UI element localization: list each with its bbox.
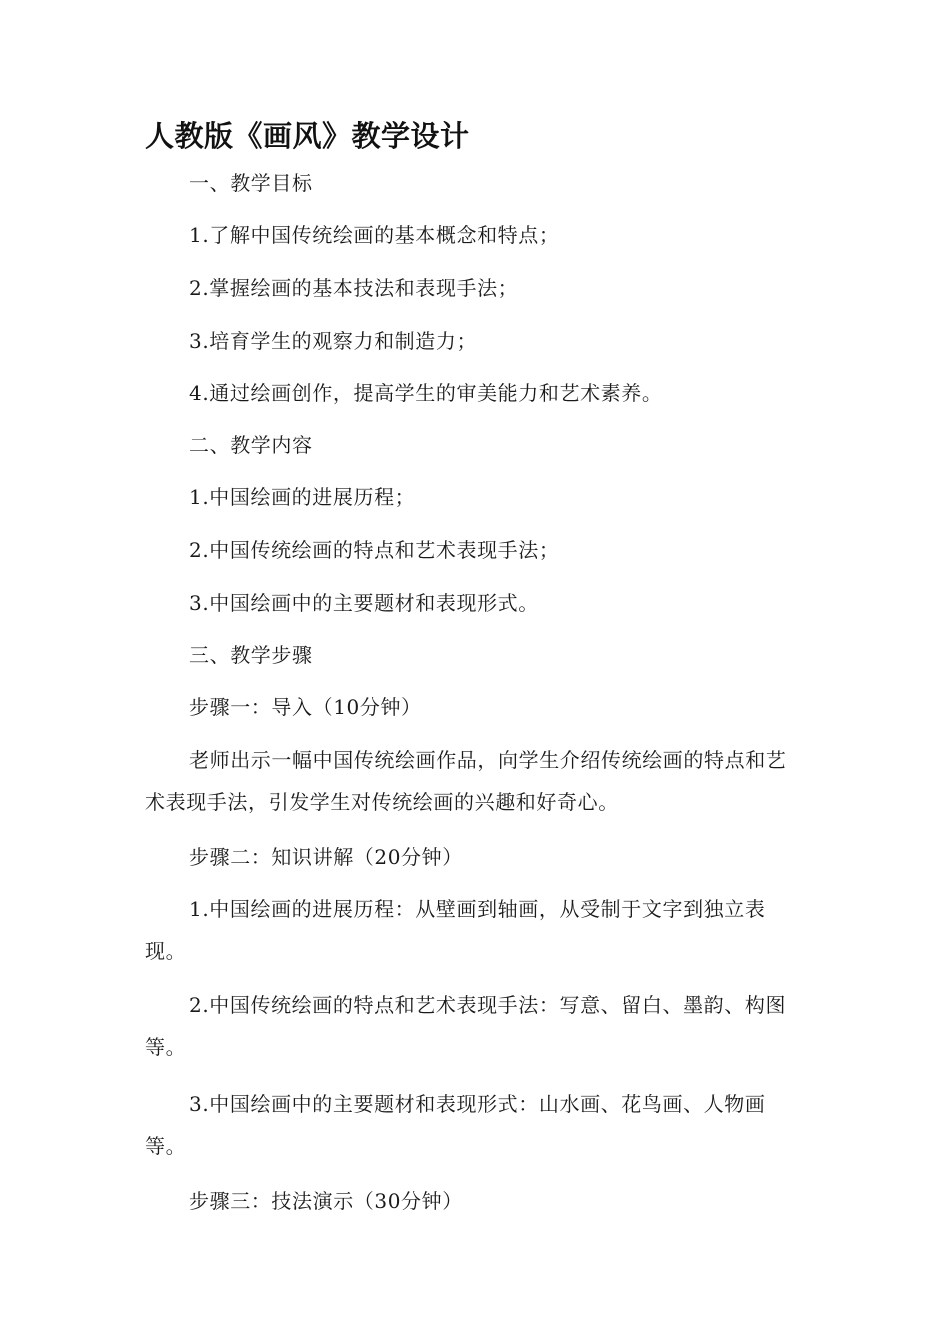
step-heading-1: 步骤一：导入（10分钟） (189, 695, 422, 719)
objective-item-2: 2.掌握绘画的基本技法和表现手法； (189, 276, 519, 300)
objective-item-3: 3.培育学生的观察力和制造力； (189, 329, 478, 353)
content-item-2: 2.中国传统绘画的特点和艺术表现手法； (189, 538, 560, 562)
step-heading-3: 步骤三：技法演示（30分钟） (189, 1189, 463, 1213)
document-title: 人教版《画风》教学设计 (145, 119, 470, 153)
objective-item-1: 1.了解中国传统绘画的基本概念和特点； (189, 223, 560, 247)
objective-item-4: 4.通过绘画创作，提高学生的审美能力和艺术素养。 (189, 381, 663, 405)
section-heading-content: 二、教学内容 (189, 433, 313, 457)
step-2-item-2: 2.中国传统绘画的特点和艺术表现手法：写意、留白、墨韵、构图等。 (145, 993, 787, 1059)
content-item-3: 3.中国绘画中的主要题材和表现形式。 (189, 591, 539, 615)
step-2-item-3: 3.中国绘画中的主要题材和表现形式：山水画、花鸟画、人物画等。 (145, 1092, 766, 1158)
content-item-1: 1.中国绘画的进展历程； (189, 485, 416, 509)
step-1-paragraph: 老师出示一幅中国传统绘画作品，向学生介绍传统绘画的特点和艺术表现手法，引发学生对传统绘画的兴趣和好奇心。 (145, 748, 787, 814)
step-2-item-1: 1.中国绘画的进展历程：从壁画到轴画，从受制于文字到独立表现。 (145, 897, 766, 963)
section-heading-steps: 三、教学步骤 (189, 643, 313, 667)
section-heading-objectives: 一、教学目标 (189, 171, 313, 195)
step-heading-2: 步骤二：知识讲解（20分钟） (189, 845, 463, 869)
